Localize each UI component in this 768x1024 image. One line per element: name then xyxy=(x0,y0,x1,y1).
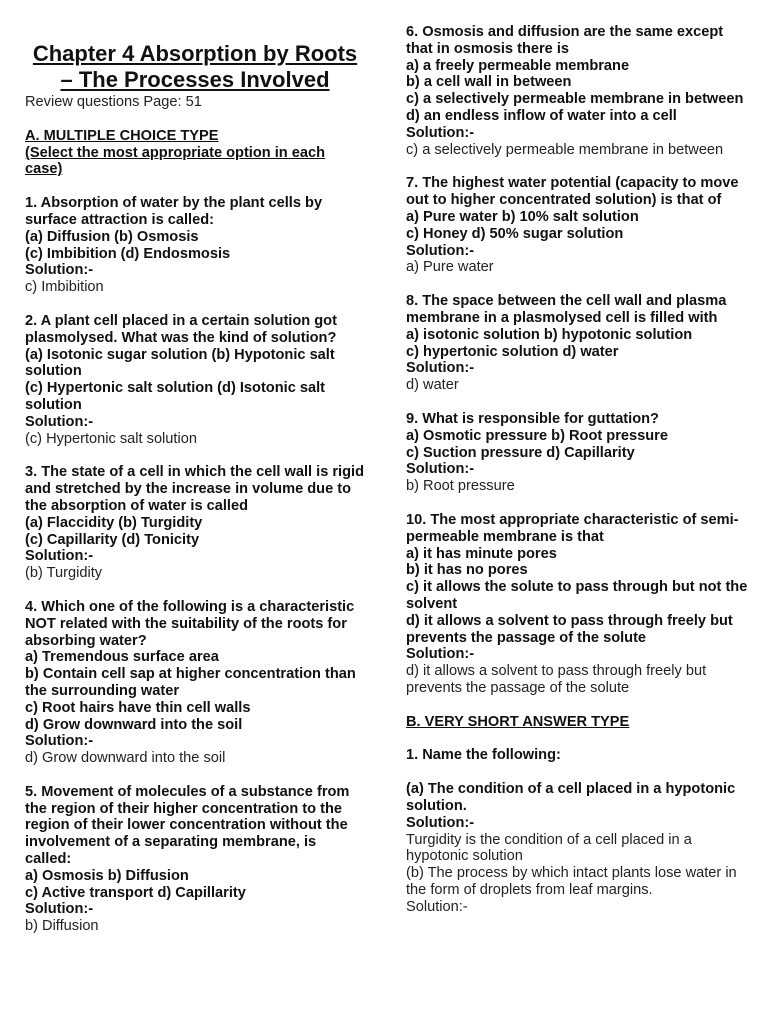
question-text: 10. The most appropriate characteristic of semi-permeable membrane is that xyxy=(406,511,739,545)
question-option: b) it has no pores xyxy=(406,562,528,579)
question-text: 3. The state of a cell in which the cell wall is rigid and stretched by the increase in volume due to the absorption of water is called xyxy=(25,464,364,514)
question-5 xyxy=(25,784,365,935)
question-option: c) Honey d) 50% sugar solution xyxy=(406,225,624,242)
answer-text: d) it allows a solvent to pass through freely but prevents the passage of the solute xyxy=(406,663,707,696)
question-text: 1. Absorption of water by the plant cells by surface attraction is called: xyxy=(25,195,323,228)
answer-text: (b) Turgidity xyxy=(25,565,103,582)
solution-label: Solution:- xyxy=(25,413,94,430)
question-option: a) Tremendous surface area xyxy=(25,649,219,666)
solution-label: Solution:- xyxy=(406,898,468,915)
question-option: a) isotonic solution b) hypotonic solution xyxy=(406,326,693,343)
question-option: b) Contain cell sap at higher concentration than the surrounding water xyxy=(25,666,356,699)
question-option: (a) Flaccidity (b) Turgidity xyxy=(25,514,203,531)
solution-label: Solution:- xyxy=(406,814,475,831)
question-option: c) Active transport d) Capillarity xyxy=(25,884,246,901)
answer-text: d) Grow downward into the soil xyxy=(25,750,226,767)
answer-text: c) Imbibition xyxy=(25,279,104,296)
question-option: b) a cell wall in between xyxy=(406,74,572,91)
solution-label: Solution:- xyxy=(406,646,475,663)
question-option: c) Root hairs have thin cell walls xyxy=(25,699,251,716)
question-option: (c) Imbibition (d) Endosmosis xyxy=(25,245,231,262)
question-1 xyxy=(25,195,365,296)
question-option: a) Osmotic pressure b) Root pressure xyxy=(406,427,668,444)
solution-label: Solution:- xyxy=(25,901,94,918)
question-option: a) it has minute pores xyxy=(406,545,557,562)
answer-text: Turgidity is the condition of a cell placed in a hypotonic solution xyxy=(406,831,692,865)
page-subtitle: Review questions Page: 51 xyxy=(25,94,202,110)
question-text: 4. Which one of the following is a characteristic NOT related with the suitability of the roots for absorbing water? xyxy=(25,598,355,649)
question-option: c) hypertonic solution d) water xyxy=(406,343,619,360)
section-b-question-1: 1. Name the following: xyxy=(406,747,561,764)
answer-text: a) Pure water xyxy=(406,259,494,276)
question-option: d) an endless inflow of water into a cell xyxy=(406,107,677,124)
solution-label: Solution:- xyxy=(406,461,475,478)
answer-text: (c) Hypertonic salt solution xyxy=(25,430,197,447)
question-option: (a) Diffusion (b) Osmosis xyxy=(25,228,199,245)
section-a-heading: A. MULTIPLE CHOICE TYPE xyxy=(25,127,219,144)
question-option: (c) Capillarity (d) Tonicity xyxy=(25,531,200,548)
question-option: a) Pure water b) 10% salt solution xyxy=(406,208,639,225)
question-text: 9. What is responsible for guttation? xyxy=(406,410,659,427)
solution-label: Solution:- xyxy=(406,360,475,377)
question-option: d) Grow downward into the soil xyxy=(25,716,243,733)
question-text: 7. The highest water potential (capacity to move out to higher concentrated solution) is that of xyxy=(406,175,739,209)
section-b-question-1a: (a) The condition of a cell placed in a hypotonic solution. xyxy=(406,781,736,815)
answer-text: b) Root pressure xyxy=(406,478,515,495)
question-9 xyxy=(406,411,751,495)
answer-text: d) water xyxy=(406,377,459,394)
question-option: (a) Isotonic sugar solution (b) Hypotonic salt solution xyxy=(25,346,335,380)
right-column xyxy=(406,24,751,916)
question-10 xyxy=(406,512,751,697)
section-b-question-1b: (b) The process by which intact plants lose water in the form of droplets from leaf margins. xyxy=(406,865,737,899)
question-option: d) it allows a solvent to pass through freely but prevents the passage of the solute xyxy=(406,612,733,646)
question-6 xyxy=(406,24,751,158)
question-text: 6. Osmosis and diffusion are the same except that in osmosis there is xyxy=(406,24,724,57)
answer-text: c) a selectively permeable membrane in between xyxy=(406,141,724,158)
question-8 xyxy=(406,293,751,394)
question-option: c) Suction pressure d) Capillarity xyxy=(406,444,635,461)
question-2 xyxy=(25,313,365,447)
question-text: 2. A plant cell placed in a certain solution got plasmolysed. What was the kind of solution? xyxy=(25,312,337,346)
solution-label: Solution:- xyxy=(25,733,94,750)
question-7 xyxy=(406,175,751,276)
answer-text: b) Diffusion xyxy=(25,918,99,935)
page-title: Chapter 4 Absorption by Roots – The Processes Involved xyxy=(32,41,358,92)
question-option: (c) Hypertonic salt solution (d) Isotonic salt solution xyxy=(25,380,326,413)
question-option: a) a freely permeable membrane xyxy=(406,57,630,74)
section-b-heading: B. VERY SHORT ANSWER TYPE xyxy=(406,713,630,730)
solution-label: Solution:- xyxy=(406,242,475,259)
section-a-instruction: (Select the most appropriate option in each case) xyxy=(25,144,326,178)
left-column xyxy=(25,0,365,952)
solution-label: Solution:- xyxy=(25,262,94,279)
question-4 xyxy=(25,599,365,767)
question-text: 5. Movement of molecules of a substance from the region of their higher concentration to the region of their lower concentration without the involvement of a separating membrane, is called: xyxy=(25,783,350,868)
question-text: 8. The space between the cell wall and plasma membrane in a plasmolysed cell is filled with xyxy=(406,293,727,326)
solution-label: Solution:- xyxy=(25,548,94,565)
question-option: a) Osmosis b) Diffusion xyxy=(25,867,189,884)
question-option: c) a selectively permeable membrane in between xyxy=(406,91,744,108)
solution-label: Solution:- xyxy=(406,124,475,141)
question-3 xyxy=(25,464,365,582)
question-option: c) it allows the solute to pass through but not the solvent xyxy=(406,579,748,612)
